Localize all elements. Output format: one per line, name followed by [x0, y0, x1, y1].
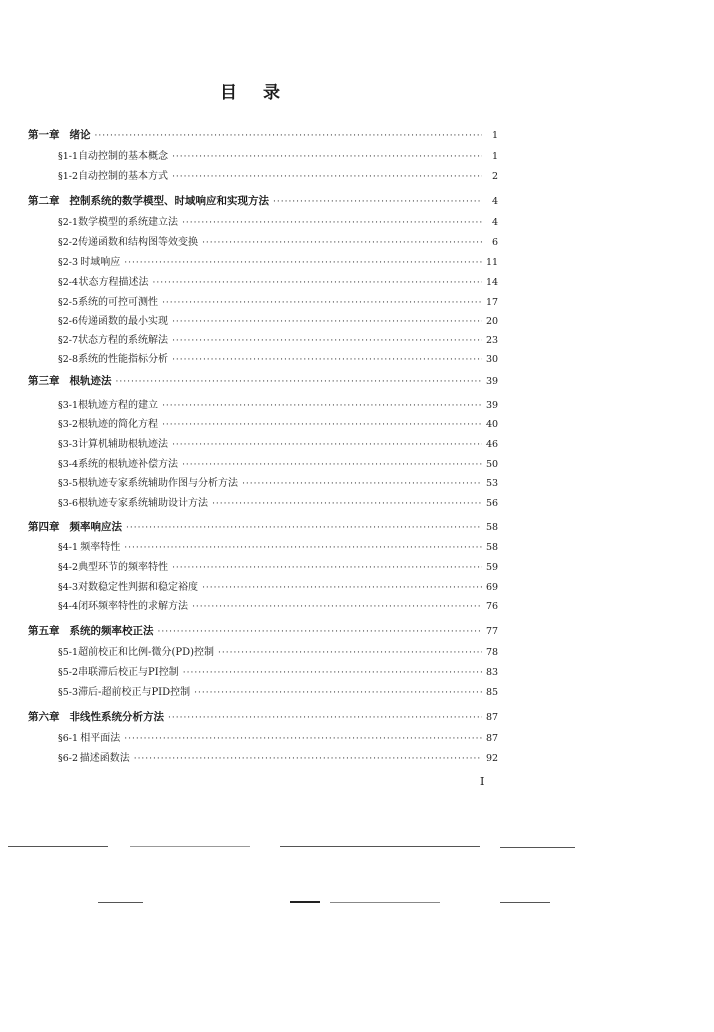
toc-section-row: [58, 477, 498, 491]
toc-section-row: [58, 296, 498, 310]
toc-section-row: [58, 150, 498, 164]
section-number: §1-2: [58, 171, 79, 182]
section-title: 根轨迹方程的建立: [78, 400, 159, 411]
dot-leader: [202, 236, 482, 250]
section-number: §6-1: [58, 733, 79, 744]
toc-section-row: [58, 216, 498, 230]
section-number: §3-4: [58, 459, 79, 470]
section-title: 根轨迹的简化方程: [78, 419, 159, 430]
section-title: 状态方程的系统解法: [78, 335, 169, 346]
page-ref: 46: [486, 439, 499, 450]
scan-artifact-line: [280, 846, 480, 847]
toc-section-row: [58, 315, 498, 329]
chapter-title: 非线性系统分析方法: [69, 711, 164, 723]
page-ref: 1: [491, 151, 498, 162]
page-ref: 92: [486, 753, 499, 764]
section-title: 系统的根轨迹补偿方法: [78, 459, 179, 470]
dot-leader: [158, 625, 483, 639]
section-number: §5-1: [58, 647, 79, 658]
section-number: §2-5: [58, 297, 79, 308]
page-ref: 76: [486, 601, 499, 612]
dot-leader: [183, 666, 482, 680]
scan-artifact-line: [330, 902, 440, 903]
section-title: 典型环节的频率特性: [78, 562, 169, 573]
section-number: §2-8: [58, 354, 79, 365]
chapter-number: 第一章: [28, 129, 60, 141]
page-ref: 2: [491, 171, 498, 182]
toc-section-row: [58, 646, 498, 660]
section-title: 根轨迹专家系统辅助设计方法: [78, 498, 209, 509]
dot-leader: [95, 129, 483, 143]
toc-section-row: [58, 170, 498, 184]
section-title: 时域响应: [80, 257, 121, 268]
section-number: §2-3: [58, 257, 79, 268]
toc-chapter-row: [28, 194, 498, 208]
scan-artifact-line: [98, 902, 143, 903]
section-title: 计算机辅助根轨迹法: [78, 439, 169, 450]
dot-leader: [242, 477, 482, 491]
scan-artifact-line: [500, 847, 575, 848]
dot-leader: [172, 561, 482, 575]
section-number: §3-1: [58, 400, 79, 411]
scan-artifact-line: [130, 846, 250, 847]
page-ref: 1: [491, 130, 498, 141]
toc-section-row: [58, 686, 498, 700]
dot-leader: [126, 521, 482, 535]
toc-section-row: [58, 541, 498, 555]
page-ref: 39: [486, 400, 499, 411]
section-title: 串联滞后校正与PI控制: [78, 667, 179, 678]
section-title: 描述函数法: [79, 753, 130, 764]
chapter-number: 第四章: [28, 521, 60, 533]
section-title: 相平面法: [80, 733, 121, 744]
chapter-title: 系统的频率校正法: [69, 625, 154, 637]
section-title: 频率特性: [80, 542, 121, 553]
chapter-number: 第二章: [28, 195, 60, 207]
chapter-number: 第五章: [28, 625, 60, 637]
section-number: §3-3: [58, 439, 79, 450]
section-number: §2-4: [58, 277, 79, 288]
dot-leader: [172, 353, 482, 367]
page-ref: 87: [486, 712, 499, 723]
scan-artifact-line: [500, 902, 550, 903]
page-ref: 17: [486, 297, 499, 308]
section-number: §4-2: [58, 562, 79, 573]
toc-section-row: [58, 497, 498, 511]
toc-title: [0, 78, 500, 103]
section-number: §1-1: [58, 151, 79, 162]
toc-section-row: [58, 353, 498, 367]
section-title: 传递函数的最小实现: [78, 316, 169, 327]
page-ref: 59: [486, 562, 499, 573]
toc-section-row: [58, 438, 498, 452]
section-number: §5-2: [58, 667, 79, 678]
dot-leader: [194, 686, 482, 700]
section-number: §5-3: [58, 687, 79, 698]
page-ref: 23: [486, 335, 499, 346]
toc-section-row: [58, 600, 498, 614]
page-ref: 14: [486, 277, 499, 288]
dot-leader: [273, 195, 482, 209]
dot-leader: [182, 216, 482, 230]
section-title: 数学模型的系统建立法: [78, 217, 179, 228]
section-title: 滞后-超前校正与PID控制: [78, 687, 191, 698]
dot-leader: [172, 150, 482, 164]
page-ref: 20: [486, 316, 499, 327]
dot-leader: [212, 497, 482, 511]
chapter-title: 根轨迹法: [69, 375, 112, 387]
toc-chapter-row: [28, 624, 498, 638]
section-title: 对数稳定性判据和稳定裕度: [78, 582, 199, 593]
dot-leader: [202, 581, 482, 595]
page-ref: 4: [491, 196, 498, 207]
dot-leader: [162, 296, 482, 310]
dot-leader: [124, 256, 482, 270]
dot-leader: [162, 418, 482, 432]
page-ref: 50: [486, 459, 499, 470]
toc-title-right: 录: [263, 83, 280, 103]
page-ref: 4: [491, 217, 498, 228]
section-number: §4-4: [58, 601, 79, 612]
dot-leader: [124, 732, 482, 746]
toc-chapter-row: [28, 374, 498, 388]
toc-section-row: [58, 399, 498, 413]
chapter-title: 控制系统的数学模型、时域响应和实现方法: [69, 195, 269, 207]
toc-chapter-row: [28, 128, 498, 142]
section-title: 闭环频率特性的求解方法: [78, 601, 189, 612]
dot-leader: [172, 334, 482, 348]
page-ref: 83: [486, 667, 499, 678]
section-number: §4-3: [58, 582, 79, 593]
section-number: §3-6: [58, 498, 79, 509]
chapter-number: 第六章: [28, 711, 60, 723]
dot-leader: [182, 458, 482, 472]
toc-section-row: [58, 561, 498, 575]
section-number: §3-5: [58, 478, 79, 489]
page-ref: 40: [486, 419, 499, 430]
section-number: §2-2: [58, 237, 79, 248]
section-number: §2-6: [58, 316, 79, 327]
section-title: 系统的可控可测性: [78, 297, 159, 308]
section-number: §2-7: [58, 335, 79, 346]
dot-leader: [172, 438, 482, 452]
toc-section-row: [58, 276, 498, 290]
scan-artifact-line: [8, 846, 108, 847]
page-number: I: [480, 775, 485, 788]
chapter-title: 频率响应法: [69, 521, 122, 533]
section-title: 传递函数和结构图等效变换: [78, 237, 199, 248]
page-ref: 78: [486, 647, 499, 658]
dot-leader: [192, 600, 482, 614]
dot-leader: [124, 541, 482, 555]
page-ref: 87: [486, 733, 499, 744]
dot-leader: [168, 711, 482, 725]
toc-section-row: [58, 732, 498, 746]
page-ref: 56: [486, 498, 499, 509]
toc-section-row: [58, 236, 498, 250]
section-title: 自动控制的基本概念: [78, 151, 169, 162]
page-ref: 39: [486, 376, 499, 387]
dot-leader: [172, 315, 482, 329]
section-title: 自动控制的基本方式: [78, 171, 169, 182]
toc-section-row: [58, 334, 498, 348]
page-ref: 58: [486, 522, 499, 533]
toc-section-row: [58, 581, 498, 595]
chapter-number: 第三章: [28, 375, 60, 387]
dot-leader: [172, 170, 482, 184]
section-title: 超前校正和比例-微分(PD)控制: [78, 647, 214, 658]
section-number: §4-1: [58, 542, 79, 553]
page-ref: 69: [486, 582, 499, 593]
toc-section-row: [58, 458, 498, 472]
section-title: 状态方程描述法: [78, 277, 149, 288]
dot-leader: [153, 276, 482, 290]
section-title: 根轨迹专家系统辅助作图与分析方法: [78, 478, 239, 489]
section-number: §6-2: [58, 753, 79, 764]
page-ref: 6: [491, 237, 498, 248]
page-ref: 58: [486, 542, 499, 553]
toc-section-row: [58, 256, 498, 270]
page-ref: 77: [486, 626, 499, 637]
scan-artifact-line: [290, 901, 320, 903]
toc-chapter-row: [28, 520, 498, 534]
dot-leader: [218, 646, 482, 660]
page-ref: 30: [486, 354, 499, 365]
dot-leader: [162, 399, 482, 413]
toc-section-row: [58, 666, 498, 680]
page-ref: 53: [486, 478, 499, 489]
page-ref: 85: [486, 687, 499, 698]
dot-leader: [134, 752, 482, 766]
toc-chapter-row: [28, 710, 498, 724]
toc-section-row: [58, 418, 498, 432]
section-number: §2-1: [58, 217, 79, 228]
section-number: §3-2: [58, 419, 79, 430]
toc-title-left: 目: [220, 83, 237, 103]
dot-leader: [116, 375, 483, 389]
toc-section-row: [58, 752, 498, 766]
section-title: 系统的性能指标分析: [78, 354, 169, 365]
chapter-title: 绪论: [69, 129, 91, 141]
page-ref: 11: [486, 257, 499, 268]
